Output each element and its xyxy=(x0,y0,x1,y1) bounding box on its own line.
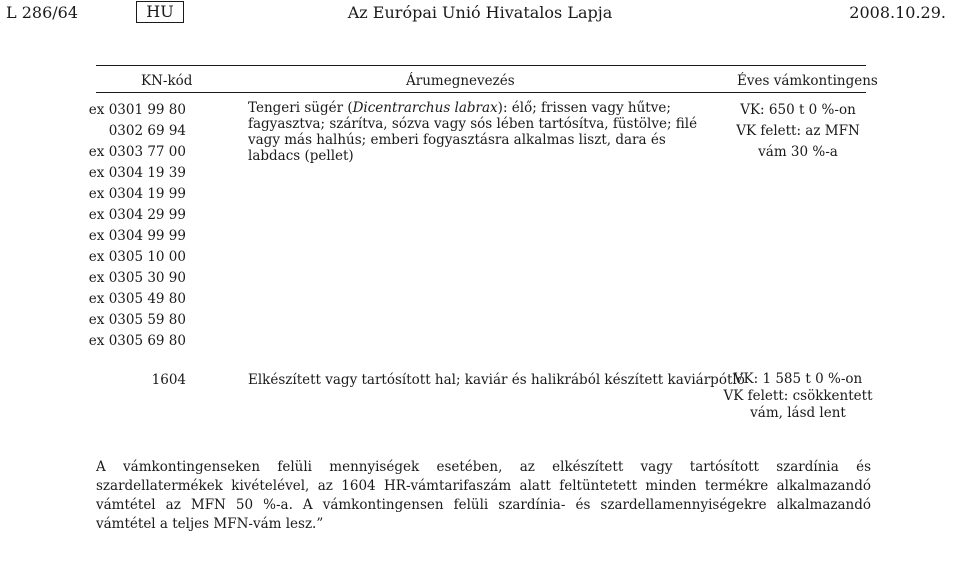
column-header-quota: Éves vámkontingens xyxy=(737,73,878,89)
row2-code: 1604 xyxy=(151,372,186,388)
row1-description-prefix: Tengeri sügér ( xyxy=(248,100,353,116)
page-reference: L 286/64 xyxy=(6,3,78,22)
row1-description-suffix: ): élő; frissen vagy hűtve; fagyasztva; szárítva, sózva vagy sós lében tartósítva, füstölve; filé vagy más halhús; emberi fogyasztásra alkalmas liszt, dara és labdacs (pellet) xyxy=(248,100,698,164)
cn-code: ex 0305 30 90 xyxy=(88,270,186,286)
quota-line: VK: 1 585 t 0 %-on xyxy=(733,371,863,387)
quota-line: vám, lásd lent xyxy=(750,405,846,421)
cn-code: ex 0301 99 80 xyxy=(88,102,186,118)
row1-description-species: Dicentrarchus labrax xyxy=(352,100,498,116)
cn-code: ex 0305 69 80 xyxy=(88,333,186,349)
table-header-rule xyxy=(96,92,866,93)
row1-codes xyxy=(80,100,186,352)
column-header-description: Árumegnevezés xyxy=(406,73,515,89)
quota-line: VK felett: az MFN xyxy=(736,123,860,139)
row1-description xyxy=(248,100,718,164)
quota-line: VK: 650 t 0 %-on xyxy=(740,102,856,118)
cn-code: 0302 69 94 xyxy=(108,123,186,139)
row2-quota xyxy=(718,371,878,422)
cn-code: ex 0304 19 99 xyxy=(88,186,186,202)
cn-code: ex 0305 10 00 xyxy=(88,249,186,265)
cn-code: ex 0305 59 80 xyxy=(88,312,186,328)
publication-date: 2008.10.29. xyxy=(849,3,946,22)
column-header-code: KN-kód xyxy=(141,73,193,89)
language-badge: HU xyxy=(136,1,184,23)
table-top-rule xyxy=(96,65,866,66)
row2-description: Elkészített vagy tartósított hal; kaviár és halikrából készített kaviárpótló xyxy=(248,372,745,388)
cn-code: ex 0305 49 80 xyxy=(88,291,186,307)
journal-title: Az Európai Unió Hivatalos Lapja xyxy=(347,3,613,22)
cn-code: ex 0304 29 99 xyxy=(88,207,186,223)
footnote-paragraph: A vámkontingenseken felüli mennyiségek esetében, az elkészített vagy tartósított szardínia és szardellatermékek kivételével, az 1604 HR-vámtarifaszám alatt feltüntetett minden termékre alkalmazandó vámtétel az MFN 50 %-a. A vámkontingensen felüli szardínia- és szardellamennyiségekre alkalmazandó vámtétel a teljes MFN-vám lesz.” xyxy=(96,459,871,532)
cn-code: ex 0304 19 39 xyxy=(88,165,186,181)
row1-quota xyxy=(728,100,868,163)
cn-code: ex 0304 99 99 xyxy=(88,228,186,244)
cn-code: ex 0303 77 00 xyxy=(88,144,186,160)
quota-line: VK felett: csökkentett xyxy=(723,388,873,404)
quota-line: vám 30 %-a xyxy=(758,144,838,160)
